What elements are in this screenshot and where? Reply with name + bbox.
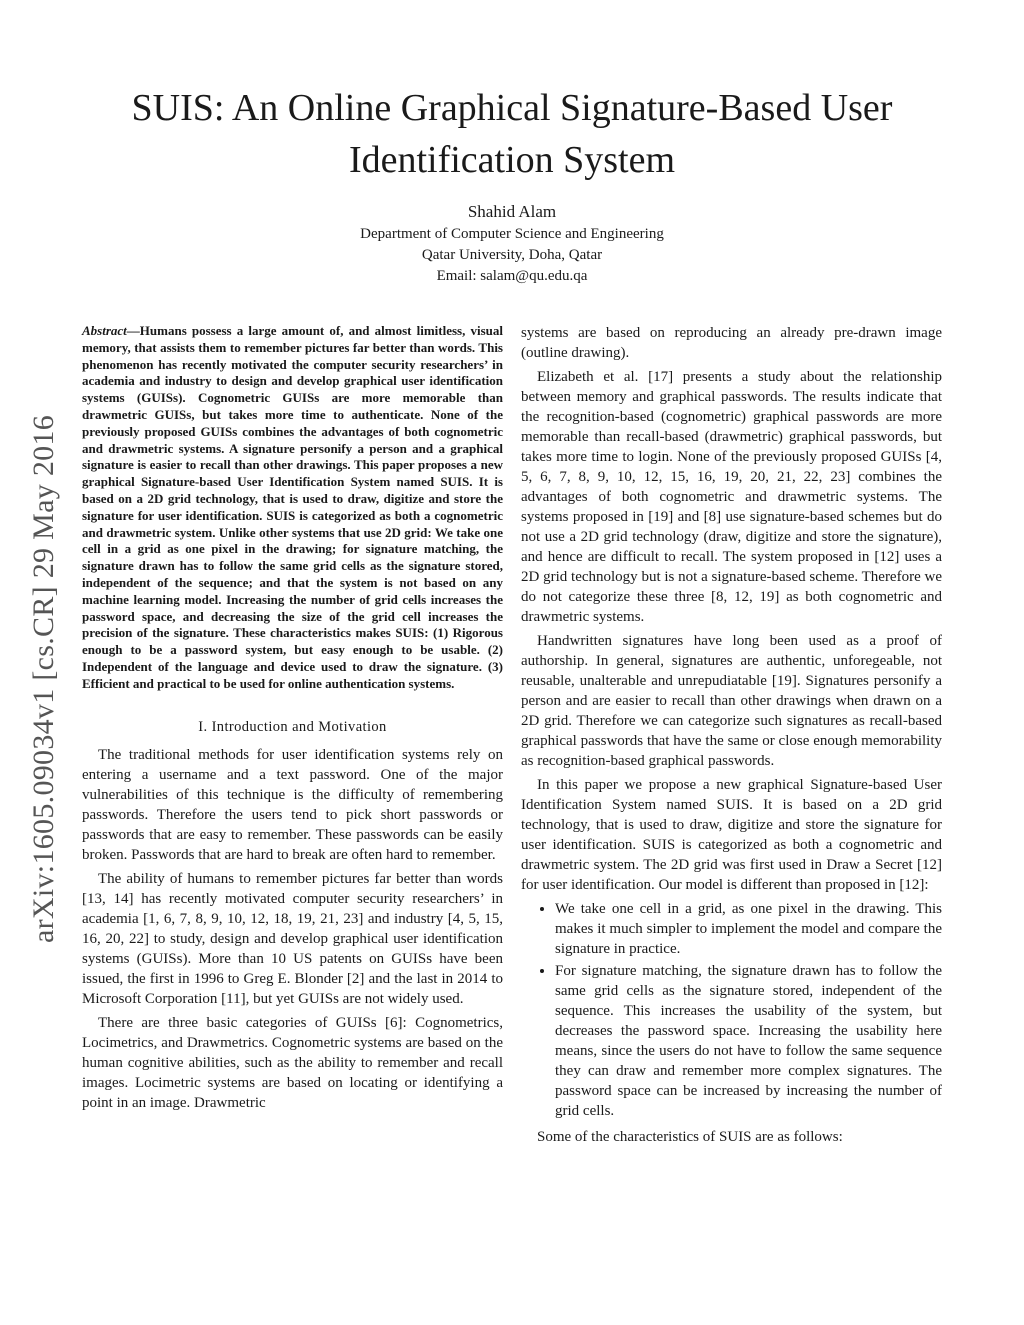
- intro-paragraph-1: The traditional methods for user identification systems rely on entering a username and a text password. One of the major vulnerabilities of this technique is the difficulty of remembering passwords. Therefore the users tend to pick short passwords or passwords that are easy to remember. These passwords can be easily broken. Passwords that are hard to break are often hard to remember.: [82, 746, 503, 863]
- closing-paragraph: Some of the characteristics of SUIS are as follows:: [537, 1129, 843, 1145]
- intro-paragraph-3: There are three basic categories of GUISs [6]: Cognometrics, Locimetrics, and Drawmetrics. Cognometric systems are based on the human cognitive abilities, such as the ability to remember and recall images. Locimetric systems are based on locating or identifying a point in an image. Drawmetric: [82, 1014, 503, 1111]
- list-item: • For signature matching, the signature drawn has to follow the same grid cells as the signature stored, independent of the sequence. This increases the usability of the system, but decreases the password space. Increasing the usability here means, since the users do not have to follow the same sequence they can draw and remember more complex signatures. The password space can be increased by increasing the number of grid cells.: [555, 961, 942, 1121]
- continuation-paragraph: systems are based on reproducing an already pre-drawn image (outline drawing).: [521, 325, 942, 361]
- author-email: Email: salam@qu.edu.qa: [436, 268, 588, 284]
- related-work-paragraph: Elizabeth et al. [17] presents a study about the relationship between memory and graphical passwords. The results indicate that the recognition-based (cognometric) graphical passwords are more memorable than recall-based (drawmetric) graphical passwords, but takes more time to login. None of the previously proposed GUISs [4, 5, 6, 7, 8, 9, 10, 12, 15, 16, 19, 20, 21, 22, 23] combines the advantages of both cognometric and drawmetric systems. The systems proposed in [19] and [8] use signature-based schemes but do not use a 2D grid technology (draw, digitize and store the signature), and hence are difficult to recall. The system proposed in [12] uses a 2D grid technology but is not a signature-based scheme. Therefore we do not categorize these three [8, 12, 19] as both cognometric and drawmetric systems.: [521, 369, 942, 625]
- list-item: • We take one cell in a grid, as one pixel in the drawing. This makes it much simpler to implement the model and compare the signature in practice.: [555, 899, 942, 959]
- section-heading: I. Introduction and Motivation: [198, 718, 387, 735]
- signatures-paragraph: Handwritten signatures have long been used as a proof of authorship. In general, signatures are authentic, unforegeable, not reusable, unalterable and unrepudiatable [19]. Signatures personify a person and are easier to recall than other drawings when drawn on a 2D grid. Therefore we can categorize such signatures as recall-based graphical passwords that have the same or close enough memorability as recognition-based graphical passwords.: [521, 633, 942, 769]
- arxiv-identifier: arXiv:1605.09034v1 [cs.CR] 29 May 2016: [27, 414, 60, 943]
- author-affiliation: Qatar University, Doha, Qatar: [421, 247, 603, 263]
- abstract: [82, 323, 503, 693]
- abstract-lead: Abstract: [82, 323, 127, 338]
- author-name: Shahid Alam: [467, 202, 557, 221]
- model-differences-list: [521, 899, 942, 1121]
- intro-paragraph-2: The ability of humans to remember pictures far better than words [13, 14] has recently motivated computer security researchers’ in academia [1, 6, 7, 8, 9, 10, 12, 18, 19, 21, 23] and industry [4, 5, 15, 16, 20, 22] to study, design and develop graphical user identification systems (GUISs). More than 10 US patents on GUISs have been issued, the first in 1996 to Greg E. Blonder [2] and the last in 2014 to Microsoft Corporation [11], but yet GUISs are not widely used.: [82, 870, 503, 1007]
- author-block: [212, 201, 812, 287]
- right-column: [521, 323, 942, 1151]
- left-column: [82, 323, 503, 1117]
- paper-title: SUIS: An Online Graphical Signature-Based User Identification System: [131, 87, 893, 181]
- proposal-paragraph: In this paper we propose a new graphical Signature-based User Identification System named SUIS. It is based on a 2D grid technology, that is used to draw, digitize and store the signature for user identification. SUIS is categorized as both a cognometric and drawmetric system. The 2D grid was first used in Draw a Secret [12] for user identification. Our model is different than proposed in [12]:: [521, 777, 942, 893]
- author-department: Department of Computer Science and Engineering: [360, 226, 664, 242]
- abstract-text: —Humans possess a large amount of, and almost limitless, visual memory, that assists them to remember pictures far better than words. This phenomenon has recently motivated the computer security researchers’ in academia and industry to design and develop graphical user identification systems (GUISs). Cognometric GUISs are more memorable than drawmetric GUISs, but takes more time to authenticate. None of the previously proposed GUISs combines the advantages of both cognometric and drawmetric systems. A signature personify a person and a graphical signature is easier to recall than other drawings. This paper proposes a new graphical Signature-based User Identification System named SUIS. It is based on a 2D grid technology, that is used to draw, digitize and store the signature for user identification. SUIS is categorized as both a cognometric and drawmetric system. Unlike other systems that use 2D grid: We take one cell in a grid as one pixel in the drawing; for signature matching, the signature drawn has to follow the same grid cells as the signature stored, independent of the sequence; and that the system is not based on any machine learning model. Increasing the number of grid cells increases the password space, and decreasing the size of the grid cell increases the precision of the signature. These characteristics makes SUIS: (1) Rigorous enough to be a password system, but easy enough to be usable. (2) Independent of the language and device used to draw the signature. (3) Efficient and practical to be used for online authentication systems.: [82, 323, 503, 691]
